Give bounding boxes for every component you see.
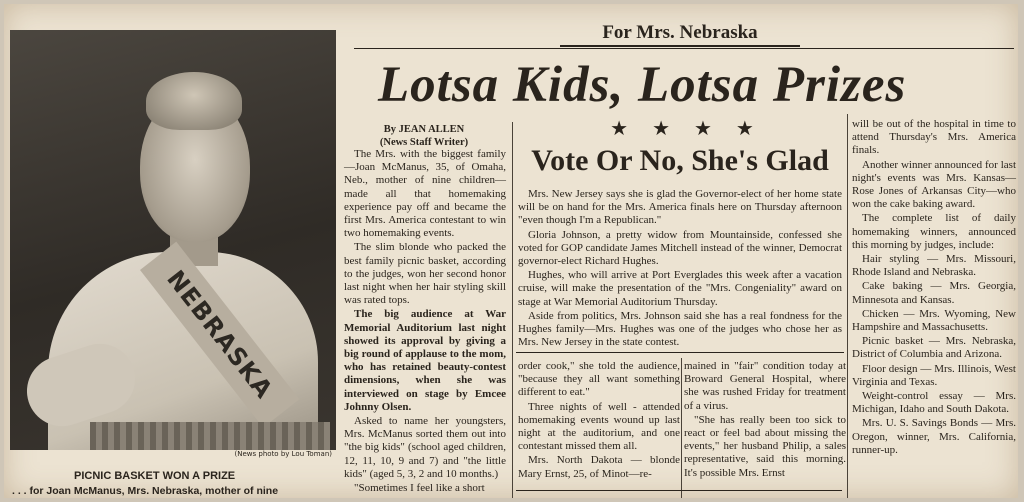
column-divider	[512, 122, 513, 498]
story-paragraph: "Sometimes I feel like a short	[354, 482, 485, 495]
column-divider	[847, 114, 848, 498]
story-paragraph: The Mrs. with the biggest family—Joan McManus, 35, of Omaha, Neb., mother of nine children—made all that homemaking experience pay off and became the first Mrs. America contestant to win two homemaking events.	[344, 148, 506, 240]
caption-title: PICNIC BASKET WON A PRIZE	[74, 470, 236, 482]
story-paragraph: mained in "fair" condition today at Broward General Hospital, where she was rushed Friday for treatment of a virus.	[684, 360, 846, 412]
column-divider	[681, 358, 682, 498]
news-photo	[10, 30, 336, 450]
story-paragraph: Another winner announced for last night's events was Mrs. Kansas—Rose Jones of Arkansas City—who won the cake baking award.	[852, 158, 1016, 211]
winner-list-item: Mrs. U. S. Savings Bonds — Mrs. Oregon, winner, Mrs. California, runner-up.	[852, 417, 1016, 456]
photo-credit: (News photo by Lou Toman)	[234, 450, 332, 458]
main-headline: Lotsa Kids, Lotsa Prizes	[378, 57, 907, 113]
sidebar-bottom-rule	[516, 352, 844, 353]
story-paragraph: The big audience at War Memorial Auditorium last night showed its approval by giving a big round of applause to the mom, who has retained beauty-contest dimensions, when she was interviewed on stage by Emcee Johnny Olsen.	[344, 308, 506, 413]
byline-author: By JEAN ALLEN	[383, 124, 465, 135]
story-column-3	[684, 360, 846, 481]
next-article-edge	[516, 490, 842, 498]
story-paragraph: Asked to name her youngsters, Mrs. McManus sorted them out into "the big kids" (school aged children, 12, 11, 10, 9 and 7) and "the little kids" (aged 5, 3, 2 and 10 months.)	[344, 415, 506, 480]
winner-list-item: Weight-control essay — Mrs. Michigan, Idaho and South Dakota.	[852, 390, 1016, 416]
byline	[344, 124, 504, 149]
winner-list-item: Picnic basket — Mrs. Nebraska, District of Columbia and Arizona.	[852, 335, 1016, 361]
sidebar-paragraph: Gloria Johnson, a pretty widow from Mountainside, confessed she voted for GOP candidate James Mitchell instead of the winner, Democrat governor-elect Richard Hughes.	[518, 228, 842, 268]
byline-role: (News Staff Writer)	[379, 136, 469, 148]
sidebar-paragraph: Mrs. New Jersey says she is glad the Governor-elect of her home state will be on hand for the Mrs. America finals here on Thursday afternoon "even though I'm a Republican."	[518, 188, 842, 227]
photo-sash-text: NEBRASKA	[161, 265, 279, 405]
story-column-4	[852, 118, 1016, 458]
story-paragraph: will be out of the hospital in time to attend Thursday's Mrs. America finals.	[852, 118, 1016, 157]
story-column-1	[344, 148, 506, 496]
winner-list-item: Chicken — Mrs. Wyoming, New Hampshire and Massachusetts.	[852, 307, 1016, 334]
winner-list-item: Hair styling — Mrs. Missouri, Rhode Island and Nebraska.	[852, 253, 1016, 279]
sidebar-paragraph: Hughes, who will arrive at Port Everglades this week after a vacation cruise, will make the presentation of the "Mrs. Congeniality" award on stage at War Memorial Auditorium Thursday.	[518, 269, 842, 308]
story-paragraph: Three nights of well - attended homemaking events wound up last night at the auditorium, and one contestant missed them all.	[518, 400, 680, 453]
story-paragraph: order cook," she told the audience, "because they all want something different to eat."	[518, 360, 680, 399]
winner-list-item: Cake baking — Mrs. Georgia, Minnesota and Kansas.	[852, 280, 1016, 306]
caption-text: . . . for Joan McManus, Mrs. Nebraska, mother of nine	[12, 485, 279, 497]
sidebar-paragraph: Aside from politics, Mrs. Johnson said she has a real fondness for the Hughes family—Mrs. Hughes was one of the judges who chose her as Mrs. New Jersey in the state contest.	[518, 309, 842, 349]
header-rule	[354, 48, 1014, 49]
winner-list-item: Floor design — Mrs. Illinois, West Virginia and Texas.	[852, 362, 1016, 388]
newspaper-clipping	[4, 4, 1018, 498]
story-paragraph: "She has really been too sick to react or feel bad about missing the events," her husband Philip, a sales representative, said this morning. It's possible Mrs. Ernst	[684, 413, 846, 479]
story-paragraph: The slim blonde who packed the best family picnic basket, according to the judges, won her second honor last night when her hair styling skill was rated tops.	[344, 241, 506, 307]
story-paragraph: The complete list of daily homemaking winners, announced this morning by judges, include:	[852, 212, 1016, 251]
star-ornament: ★★★★	[610, 116, 778, 140]
story-column-2	[518, 360, 680, 482]
kicker-headline: For Mrs. Nebraska	[560, 22, 800, 47]
photo-figure-hair	[146, 72, 242, 130]
story-paragraph: Mrs. North Dakota — blonde Mary Ernst, 25, of Minot—re-	[518, 454, 680, 480]
photo-picnic-basket	[90, 422, 330, 450]
sidebar-story	[518, 188, 842, 350]
sidebar-headline: Vote Or No, She's Glad	[531, 144, 829, 177]
